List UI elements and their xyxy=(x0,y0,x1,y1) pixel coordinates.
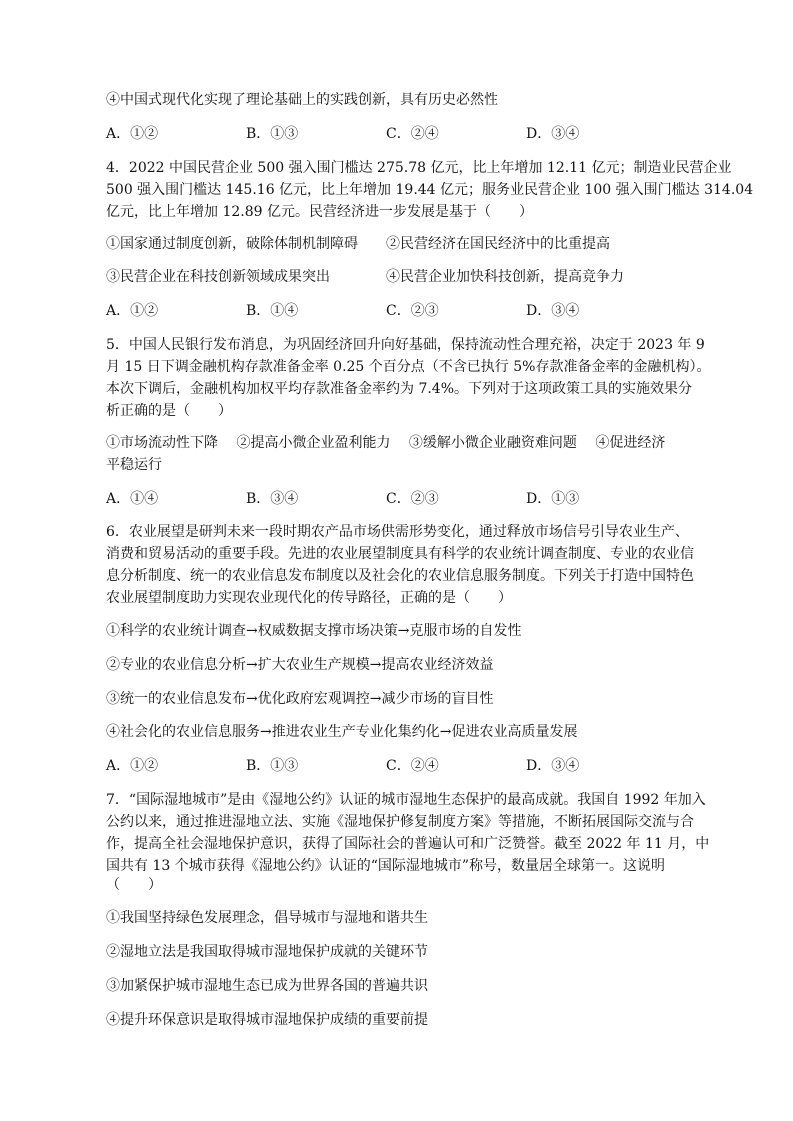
q7-statement-2: ②湿地立法是我国取得城市湿地保护成就的关键环节 xyxy=(106,944,428,960)
q5-stem-line: 月 15 日下调金融机构存款准备金率 0.25 个百分点（不含已执行 5%存款准备金率的金融机构）。 xyxy=(106,359,711,375)
q7-statement-4: ④提升环保意识是取得城市湿地保护成绩的重要前提 xyxy=(106,1012,428,1028)
q5-stem-line: 5．中国人民银行发布消息，为巩固经济回升向好基础，保持流动性合理充裕，决定于 2023 年 9 xyxy=(106,337,705,353)
q3-option-c[interactable]: C．②④ xyxy=(386,126,439,142)
q6-stem-line: 农业展望制度助力实现农业现代化的传导路径，正确的是（ ） xyxy=(106,590,512,606)
q6-statement-1: ①科学的农业统计调查→权威数据支撑市场决策→克服市场的自发性 xyxy=(106,623,522,639)
q4-statements-line: ①国家通过制度创新，破除体制机制障碍 ②民营经济在国民经济中的比重提高 xyxy=(106,236,610,252)
q6-option-d[interactable]: D．③④ xyxy=(526,758,580,774)
q5-option-a[interactable]: A．①④ xyxy=(106,491,159,507)
q3-option-b[interactable]: B．①③ xyxy=(246,126,299,142)
q5-options xyxy=(106,489,706,509)
q6-statement-3: ③统一的农业信息发布→优化政府宏观调控→减少市场的盲目性 xyxy=(106,691,494,707)
q6-options xyxy=(106,756,706,776)
q5-option-d[interactable]: D．①③ xyxy=(526,491,580,507)
q6-stem-line: 消费和贸易活动的重要手段。先进的农业展望制度具有科学的农业统计调查制度、专业的农业信 xyxy=(106,546,694,562)
q5-statements-line: ①市场流动性下降 ②提高小微企业盈利能力 ③缓解小微企业融资难问题 ④促进经济 xyxy=(106,435,666,451)
q7-stem-line: 公约以来，通过推进湿地立法、实施《湿地保护修复制度方案》等措施，不断拓展国际交流与合 xyxy=(106,814,694,830)
q6-option-b[interactable]: B．①③ xyxy=(246,758,299,774)
q4-stem-line: 500 强入围门槛达 145.16 亿元，比上年增加 19.44 亿元；服务业民营企业 100 强入围门槛达 314.04 xyxy=(106,182,754,198)
q5-option-b[interactable]: B．③④ xyxy=(246,491,299,507)
q7-stem-line: 国共有 13 个城市获得《湿地公约》认证的“国际湿地城市”称号，数量居全球第一。这说明 xyxy=(106,858,666,874)
q6-option-a[interactable]: A．①② xyxy=(106,758,159,774)
q6-stem-line: 6．农业展望是研判未来一段时期农产品市场供需形势变化，通过释放市场信号引导农业生产、 xyxy=(106,524,689,540)
q5-stem-line: 本次下调后，金融机构加权平均存款准备金率约为 7.4%。下列对于这项政策工具的实施效果分 xyxy=(106,381,693,397)
q6-statement-4: ④社会化的农业信息服务→推进农业生产专业化集约化→促进农业高质量发展 xyxy=(106,724,578,740)
q7-stem-line: 7．“国际湿地城市”是由《湿地公约》认证的城市湿地生态保护的最高成就。我国自 1992 年加入 xyxy=(106,792,706,808)
q4-options xyxy=(106,301,706,321)
q3-option-a[interactable]: A．①② xyxy=(106,126,159,142)
q3-option-d[interactable]: D．③④ xyxy=(526,126,580,142)
q4-option-b[interactable]: B．①④ xyxy=(246,303,299,319)
q5-stem-line: 析正确的是（ ） xyxy=(106,403,232,419)
q5-statements-line: 平稳运行 xyxy=(106,457,162,473)
q4-stem-line: 亿元，比上年增加 12.89 亿元。民营经济进一步发展是基于（ ） xyxy=(106,204,533,220)
q4-option-a[interactable]: A．①② xyxy=(106,303,159,319)
q3-options xyxy=(106,124,706,144)
q4-option-c[interactable]: C．②③ xyxy=(386,303,439,319)
q4-option-d[interactable]: D．③④ xyxy=(526,303,580,319)
q6-stem-line: 息分析制度、统一的农业信息发布制度以及社会化的农业信息服务制度。下列关于打造中国特色 xyxy=(106,568,694,584)
q7-stem-line: 作，提高全社会湿地保护意识，获得了国际社会的普遍认可和广泛赞誉。截至 2022 年 11 月，中 xyxy=(106,836,710,852)
q7-statement-3: ③加紧保护城市湿地生态已成为世界各国的普遍共识 xyxy=(106,978,428,994)
q4-statements-line: ③民营企业在科技创新领域成果突出 ④民营企业加快科技创新，提高竞争力 xyxy=(106,269,624,285)
q7-statement-1: ①我国坚持绿色发展理念，倡导城市与湿地和谐共生 xyxy=(106,910,428,926)
q6-statement-2: ②专业的农业信息分析→扩大农业生产规模→提高农业经济效益 xyxy=(106,657,494,673)
q5-option-c[interactable]: C．②③ xyxy=(386,491,439,507)
q7-stem-line: （ ） xyxy=(106,877,162,893)
q6-option-c[interactable]: C．②④ xyxy=(386,758,439,774)
q4-stem-line: 4．2022 中国民营企业 500 强入围门槛达 275.78 亿元，比上年增加 12.11 亿元；制造业民营企业 xyxy=(106,160,732,176)
q3-statement-4: ④中国式现代化实现了理论基础上的实践创新，具有历史必然性 xyxy=(106,92,498,108)
